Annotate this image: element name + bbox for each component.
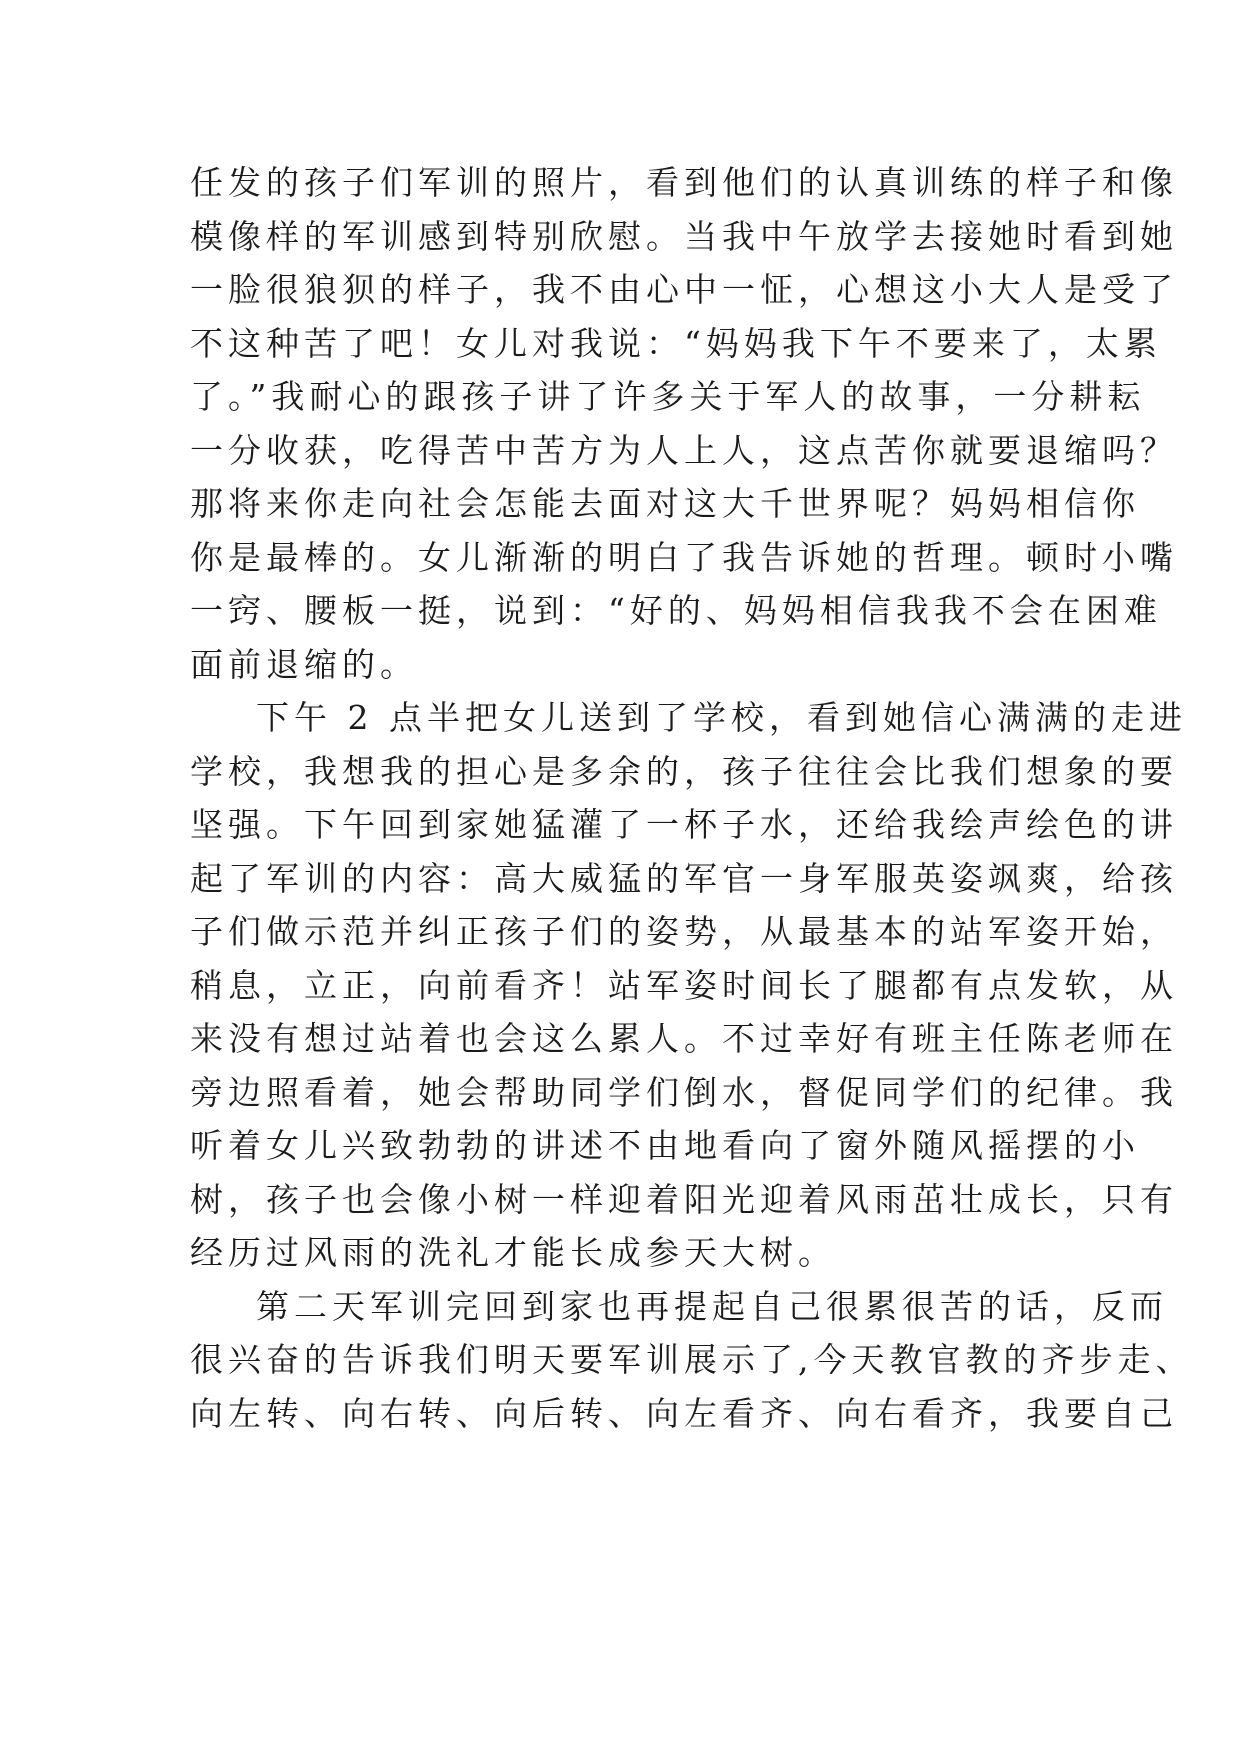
- text-line: 学校，我想我的担心是多余的，孩子往往会比我们想象的要: [190, 751, 1178, 791]
- text-line: 一窍、腰板一挺，说到：“好的、妈妈相信我我不会在困难: [190, 591, 1162, 630]
- text-line: 稍息，立正，向前看齐！站军姿时间长了腿都有点发软，从: [190, 965, 1178, 1005]
- text-line: 子们做示范并纠正孩子们的姿势，从最基本的站军姿开始，: [190, 912, 1178, 951]
- text-line: 经历过风雨的洗礼才能长成参天大树。: [190, 1233, 836, 1272]
- text-line: 来没有想过站着也会这么累人。不过幸好有班主任陈老师在: [190, 1019, 1178, 1058]
- text-line: 很兴奋的告诉我们明天要军训展示了,今天教官教的齐步走、: [190, 1340, 1194, 1379]
- text-line: 向左转、向右转、向后转、向左看齐、向右看齐，我要自己: [190, 1393, 1178, 1433]
- text-line: 一分收获，吃得苦中苦方为人上人，这点苦你就要退缩吗？: [190, 430, 1178, 470]
- text-line: 听着女儿兴致勃勃的讲述不由地看向了窗外随风摇摆的小: [190, 1126, 1140, 1165]
- text-line: 起了军训的内容：高大威猛的军官一身军服英姿飒爽，给孩: [190, 858, 1178, 898]
- text-line: 树，孩子也会像小树一样迎着阳光迎着风雨茁壮成长，只有: [190, 1179, 1178, 1219]
- text-line: 模像样的军训感到特别欣慰。当我中午放学去接她时看到她: [190, 216, 1178, 256]
- text-line: 第二天军训完回到家也再提起自己很累很苦的话，反而: [256, 1286, 1168, 1326]
- text-line: 任发的孩子们军训的照片，看到他们的认真训练的样子和像: [190, 163, 1178, 202]
- text-line: 了。”我耐心的跟孩子讲了许多关于军人的故事，一分耕耘: [190, 377, 1146, 416]
- paragraph: [190, 1280, 1194, 1441]
- text-line: 坚强。下午回到家她猛灌了一杯子水，还给我绘声绘色的讲: [190, 805, 1178, 844]
- text-line: 一脸很狼狈的样子，我不由心中一怔，心想这小大人是受了: [190, 270, 1178, 309]
- text-line: 旁边照看着，她会帮助同学们倒水，督促同学们的纪律。我: [190, 1072, 1178, 1112]
- text-line: 下午 2 点半把女儿送到了学校，看到她信心满满的走进: [256, 698, 1187, 737]
- paragraph: [190, 691, 1187, 1280]
- text-line: 面前退缩的。: [190, 644, 418, 684]
- paragraph: [190, 156, 1178, 691]
- text-line: 你是最棒的。女儿渐渐的明白了我告诉她的哲理。顿时小嘴: [190, 537, 1178, 577]
- document-body: [190, 156, 1194, 1440]
- text-line: 不这种苦了吧！女儿对我说：“妈妈我下午不要来了，太累: [190, 323, 1162, 363]
- text-line: 那将来你走向社会怎能去面对这大千世界呢？妈妈相信你: [190, 484, 1140, 523]
